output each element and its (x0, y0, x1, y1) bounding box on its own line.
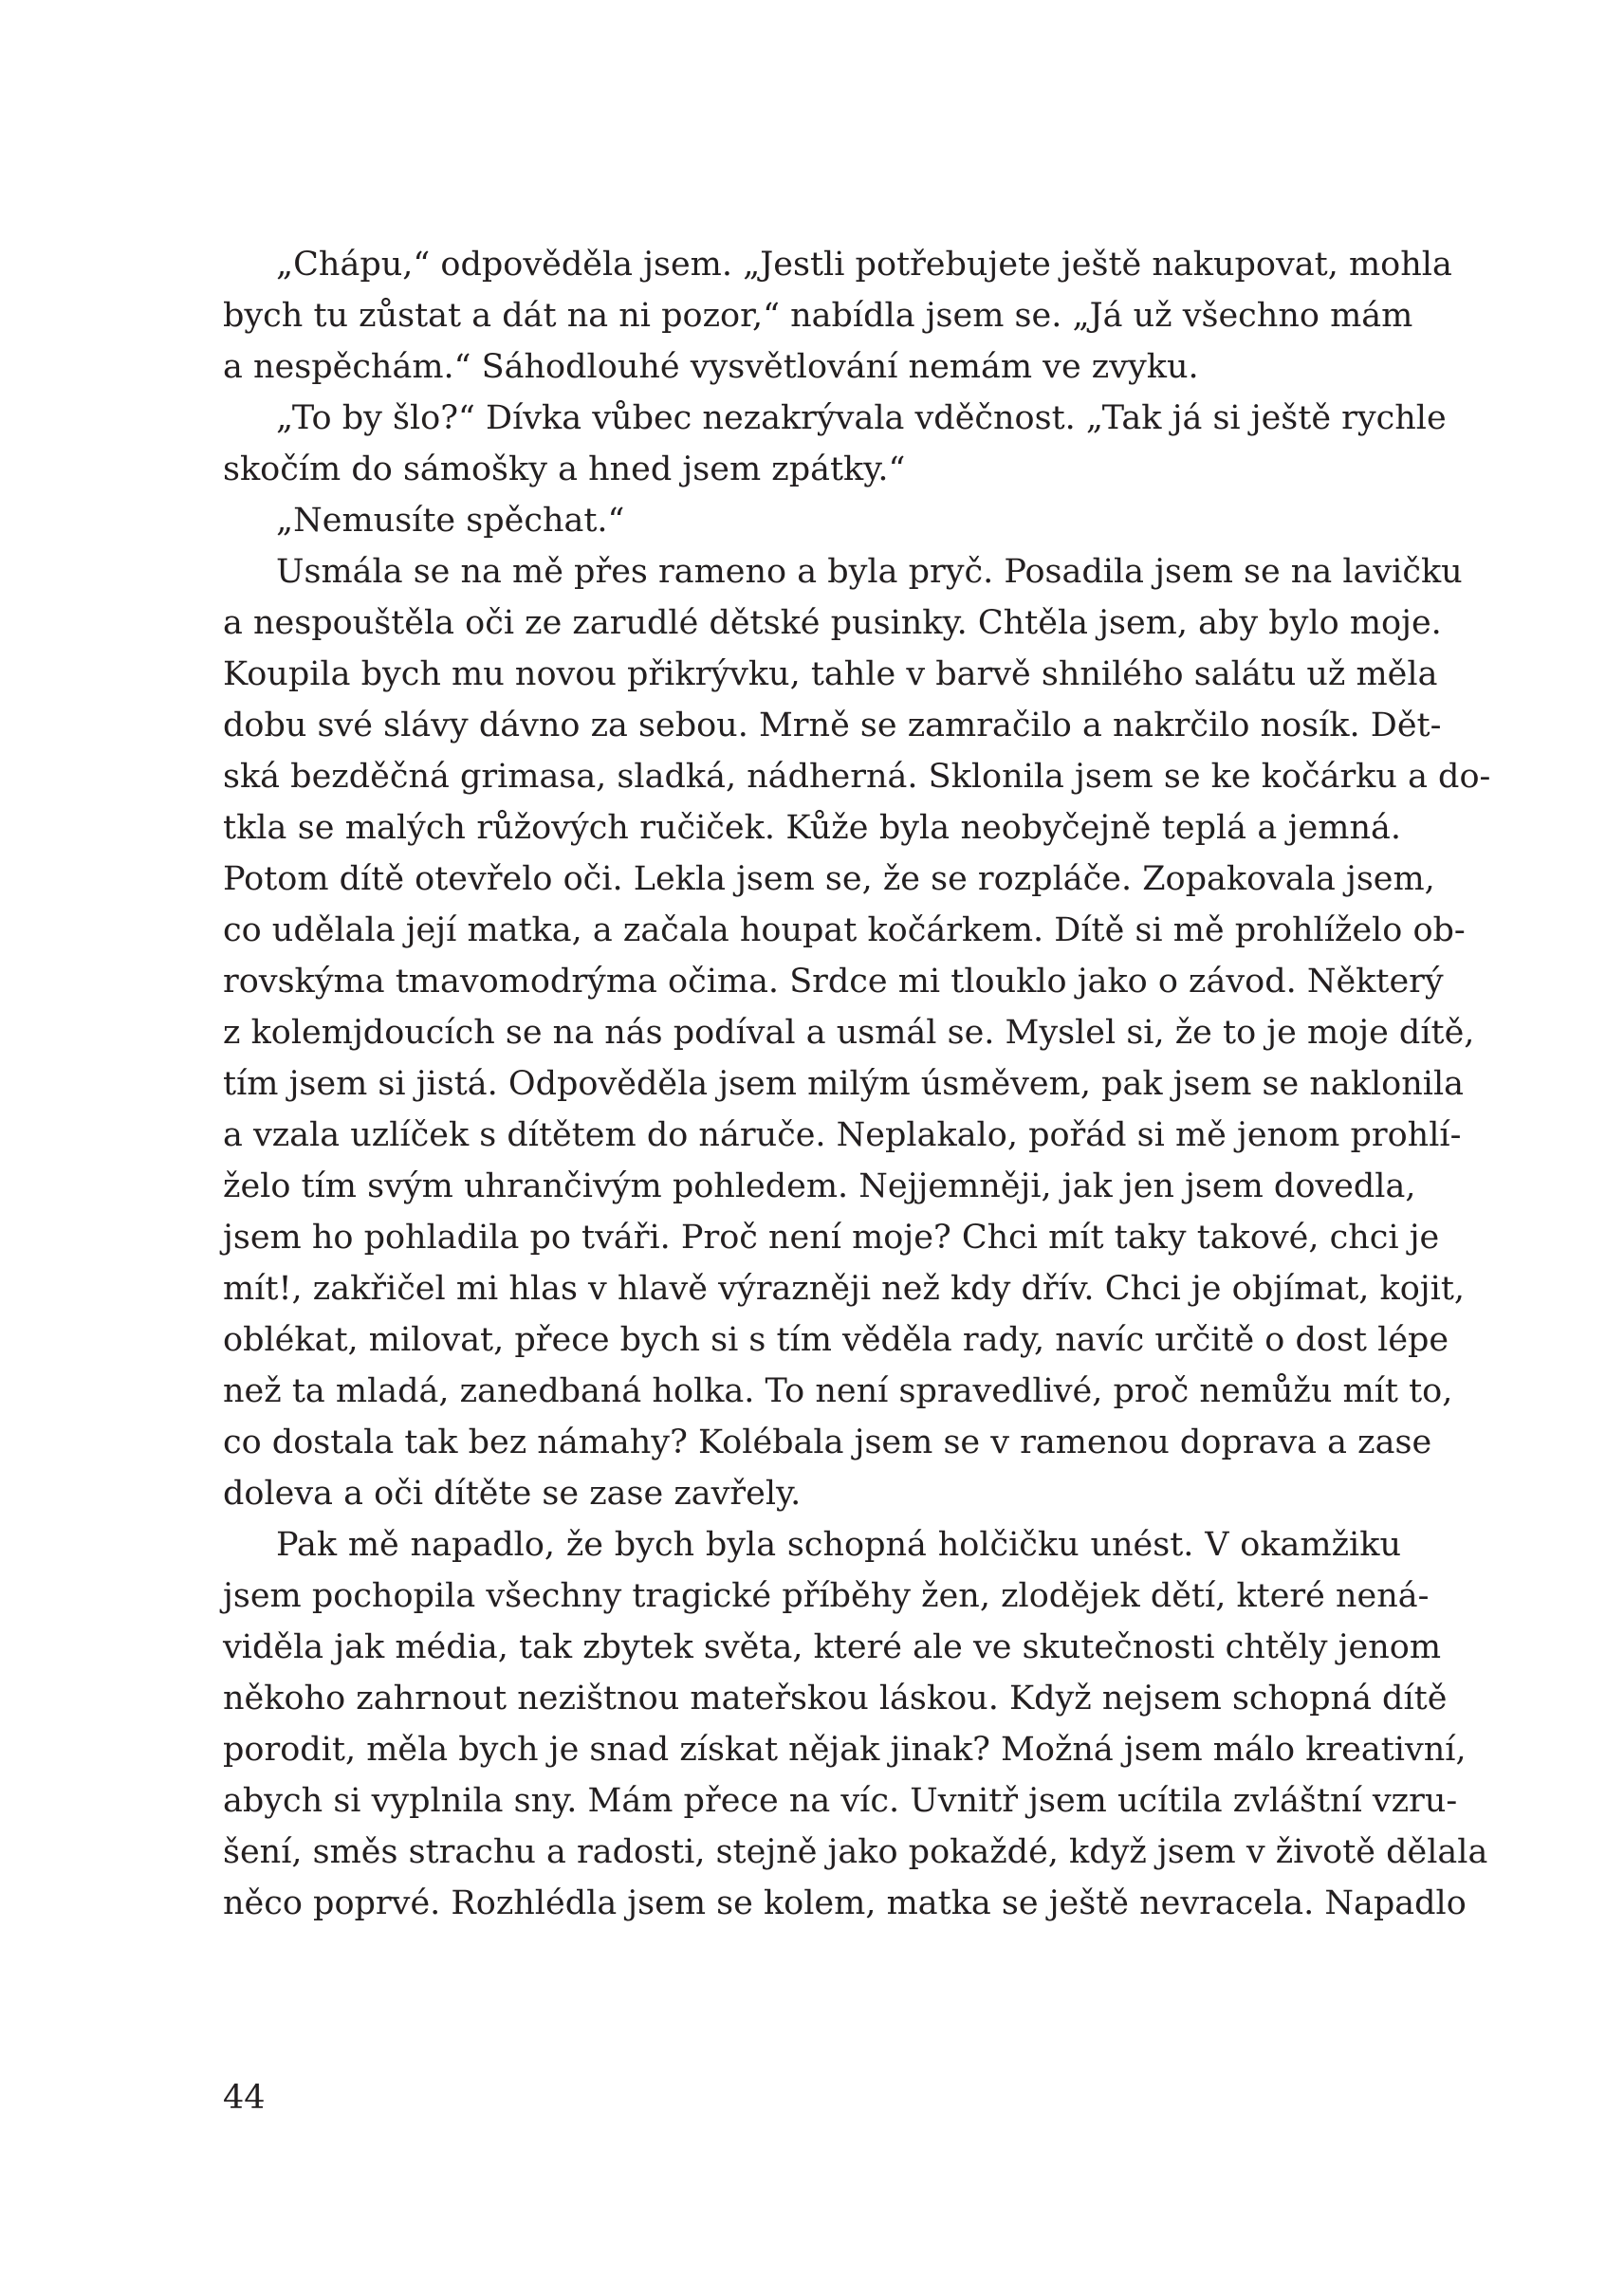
text-line: něco poprvé. Rozhlédla jsem se kolem, matka se ještě nevracela. Napadlo (223, 1884, 1467, 1922)
body-text (223, 239, 1491, 1929)
text-line: z kolemjdoucích se na nás podíval a usmál se. Myslel si, že to je moje dítě, (223, 1014, 1475, 1052)
text-line: skočím do sámošky a hned jsem zpátky.“ (223, 450, 906, 488)
text-line: co dostala tak bez námahy? Kolébala jsem se v ramenou doprava a zase (223, 1424, 1432, 1461)
text-line: „Nemusíte spěchat.“ (276, 502, 625, 540)
text-line: oblékat, milovat, přece bych si s tím věděla rady, navíc určitě o dost lépe (223, 1321, 1449, 1359)
text-line: viděla jak média, tak zbytek světa, které ale ve skutečnosti chtěly jenom (223, 1628, 1442, 1666)
text-line: a nespěchám.“ Sáhodlouhé vysvětlování nemám ve zvyku. (223, 348, 1199, 386)
text-line: tkla se malých růžových ručiček. Kůže byla neobyčejně teplá a jemná. (223, 809, 1401, 847)
text-line: tím jsem si jistá. Odpověděla jsem milým úsměvem, pak jsem se naklonila (223, 1065, 1465, 1103)
text-line: jsem ho pohladila po tváři. Proč není moje? Chci mít taky takové, chci je (223, 1219, 1440, 1257)
text-line: Pak mě napadlo, že bych byla schopná holčičku unést. V okamžiku (276, 1526, 1401, 1564)
text-line: jsem pochopila všechny tragické příběhy žen, zlodějek dětí, které nená- (223, 1577, 1430, 1615)
page-number: 44 (223, 2079, 266, 2117)
text-line: porodit, měla bych je snad získat nějak jinak? Možná jsem málo kreativní, (223, 1731, 1467, 1769)
text-line: než ta mladá, zanedbaná holka. To není spravedlivé, proč nemůžu mít to, (223, 1372, 1453, 1410)
text-line: Potom dítě otevřelo oči. Lekla jsem se, že se rozpláče. Zopakovala jsem, (223, 860, 1435, 898)
text-line: rovskýma tmavomodrýma očima. Srdce mi tlouklo jako o závod. Některý (223, 963, 1444, 1001)
text-line: Usmála se na mě přes rameno a byla pryč. Posadila jsem se na lavičku (276, 553, 1463, 591)
text-line: bych tu zůstat a dát na ni pozor,“ nabídla jsem se. „Já už všechno mám (223, 297, 1413, 335)
text-line: abych si vyplnila sny. Mám přece na víc. Uvnitř jsem ucítila zvláštní vzru- (223, 1782, 1458, 1820)
text-line: co udělala její matka, a začala houpat kočárkem. Dítě si mě prohlíželo ob- (223, 911, 1466, 949)
text-line: „Chápu,“ odpověděla jsem. „Jestli potřebujete ještě nakupovat, mohla (276, 246, 1452, 284)
text-line: doleva a oči dítěte se zase zavřely. (223, 1475, 802, 1513)
text-line: někoho zahrnout nezištnou mateřskou láskou. Když nejsem schopná dítě (223, 1680, 1448, 1717)
text-line: dobu své slávy dávno za sebou. Mrně se zamračilo a nakrčilo nosík. Dět- (223, 707, 1442, 744)
text-line: Koupila bych mu novou přikrývku, tahle v barvě shnilého salátu už měla (223, 655, 1438, 693)
text-line: ská bezděčná grimasa, sladká, nádherná. Sklonila jsem se ke kočárku a do- (223, 758, 1491, 796)
text-line: želo tím svým uhrančivým pohledem. Nejjemněji, jak jen jsem dovedla, (223, 1167, 1416, 1205)
text-line: mít!, zakřičel mi hlas v hlavě výrazněji než kdy dřív. Chci je objímat, kojit, (223, 1270, 1466, 1308)
text-line: šení, směs strachu a radosti, stejně jako pokaždé, když jsem v životě dělala (223, 1833, 1488, 1871)
text-line: „To by šlo?“ Dívka vůbec nezakrývala vděčnost. „Tak já si ještě rychle (276, 399, 1447, 437)
text-line: a vzala uzlíček s dítětem do náruče. Neplakalo, pořád si mě jenom prohlí- (223, 1116, 1462, 1154)
text-line: a nespouštěla oči ze zarudlé dětské pusinky. Chtěla jsem, aby bylo moje. (223, 604, 1442, 642)
